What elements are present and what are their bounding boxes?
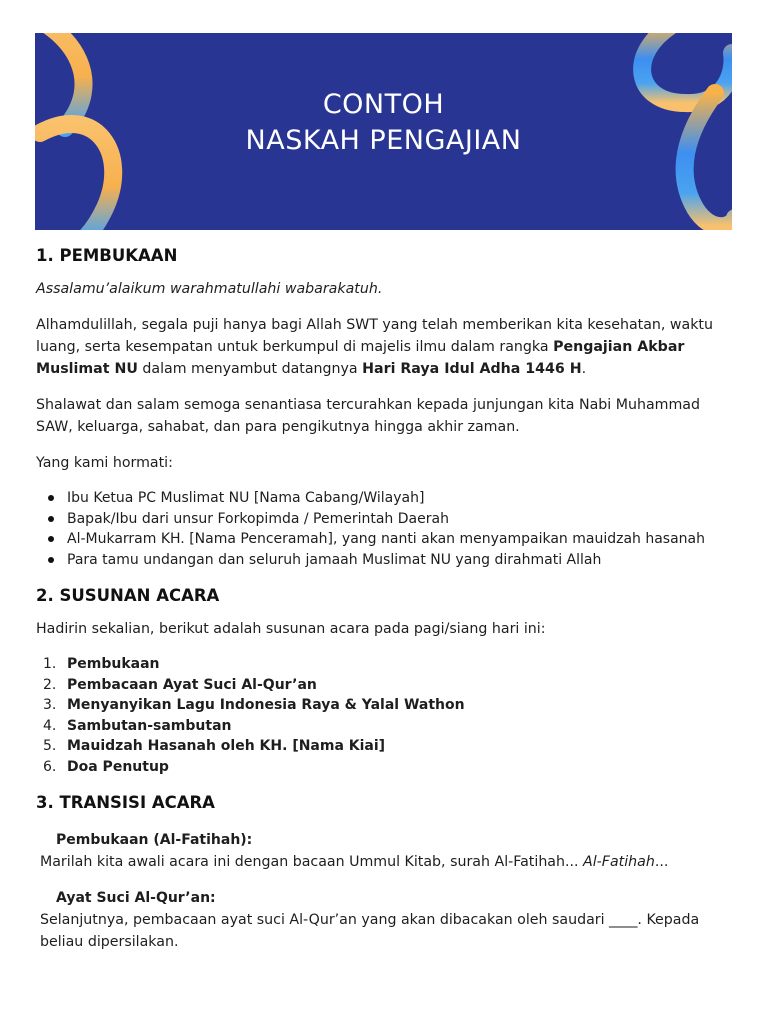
- agenda-list: [36, 654, 736, 777]
- greeting: Assalamu’alaikum warahmatullahi wabarakatuh.: [36, 281, 383, 297]
- list-item: Ibu Ketua PC Muslimat NU [Nama Cabang/Wilayah]: [36, 488, 736, 509]
- document-body: [36, 244, 736, 953]
- honor-list: [36, 488, 736, 570]
- transition-text-ayat-suci: Selanjutnya, pembacaan ayat suci Al-Qur’an yang akan dibacakan oleh saudari ____. Kepada beliau dipersilakan.: [40, 912, 700, 950]
- subheading-ayat-suci: Ayat Suci Al-Qur’an:: [56, 890, 216, 906]
- header-banner: [35, 33, 732, 230]
- list-item: 4. Sambutan-sambutan: [43, 717, 232, 734]
- agenda-intro: Hadirin sekalian, berikut adalah susunan acara pada pagi/siang hari ini:: [36, 621, 546, 637]
- list-item: Para tamu undangan dan seluruh jamaah Muslimat NU yang dirahmati Allah: [36, 550, 736, 571]
- banner-title-line1: CONTOH: [322, 89, 445, 120]
- banner-title-line2: NASKAH PENGAJIAN: [245, 125, 522, 156]
- bullet-icon: [48, 495, 54, 501]
- shalawat-paragraph: Shalawat dan salam semoga senantiasa tercurahkan kepada junjungan kita Nabi Muhammad SAW, keluarga, sahabat, dan para pengikutnya hingga akhir zaman.: [36, 397, 701, 435]
- bullet-icon: [48, 516, 54, 522]
- section-heading-susunan-acara: 2. SUSUNAN ACARA: [36, 586, 220, 605]
- section-heading-pembukaan: 1. PEMBUKAAN: [36, 246, 178, 265]
- list-item: 6. Doa Penutup: [43, 758, 169, 775]
- list-item: 3. Menyanyikan Lagu Indonesia Raya & Yalal Wathon: [43, 697, 465, 713]
- honor-intro: Yang kami hormati:: [36, 455, 173, 471]
- banner-title: [35, 87, 732, 159]
- opening-paragraph: Alhamdulillah, segala puji hanya bagi Allah SWT yang telah memberikan kita kesehatan, waktu luang, serta kesempatan untuk berkumpul di majelis ilmu dalam rangka Pengajian Akbar Muslimat NU dalam menyambut datangnya Hari Raya Idul Adha 1446 H.: [36, 317, 713, 377]
- transition-text-pembukaan: Marilah kita awali acara ini dengan bacaan Ummul Kitab, surah Al-Fatihah... Al-Fatihah...: [40, 854, 669, 870]
- list-item: Al-Mukarram KH. [Nama Penceramah], yang nanti akan menyampaikan mauidzah hasanah: [36, 529, 736, 550]
- section-heading-transisi-acara: 3. TRANSISI ACARA: [36, 793, 215, 812]
- subheading-pembukaan: Pembukaan (Al-Fatihah):: [56, 832, 253, 848]
- list-item: 1. Pembukaan: [43, 656, 160, 672]
- list-item: 5. Mauidzah Hasanah oleh KH. [Nama Kiai]: [43, 738, 386, 754]
- bullet-icon: [48, 557, 54, 563]
- list-item: Bapak/Ibu dari unsur Forkopimda / Pemerintah Daerah: [36, 509, 736, 530]
- bullet-icon: [48, 536, 54, 542]
- list-item: 2. Pembacaan Ayat Suci Al-Qur’an: [43, 676, 317, 693]
